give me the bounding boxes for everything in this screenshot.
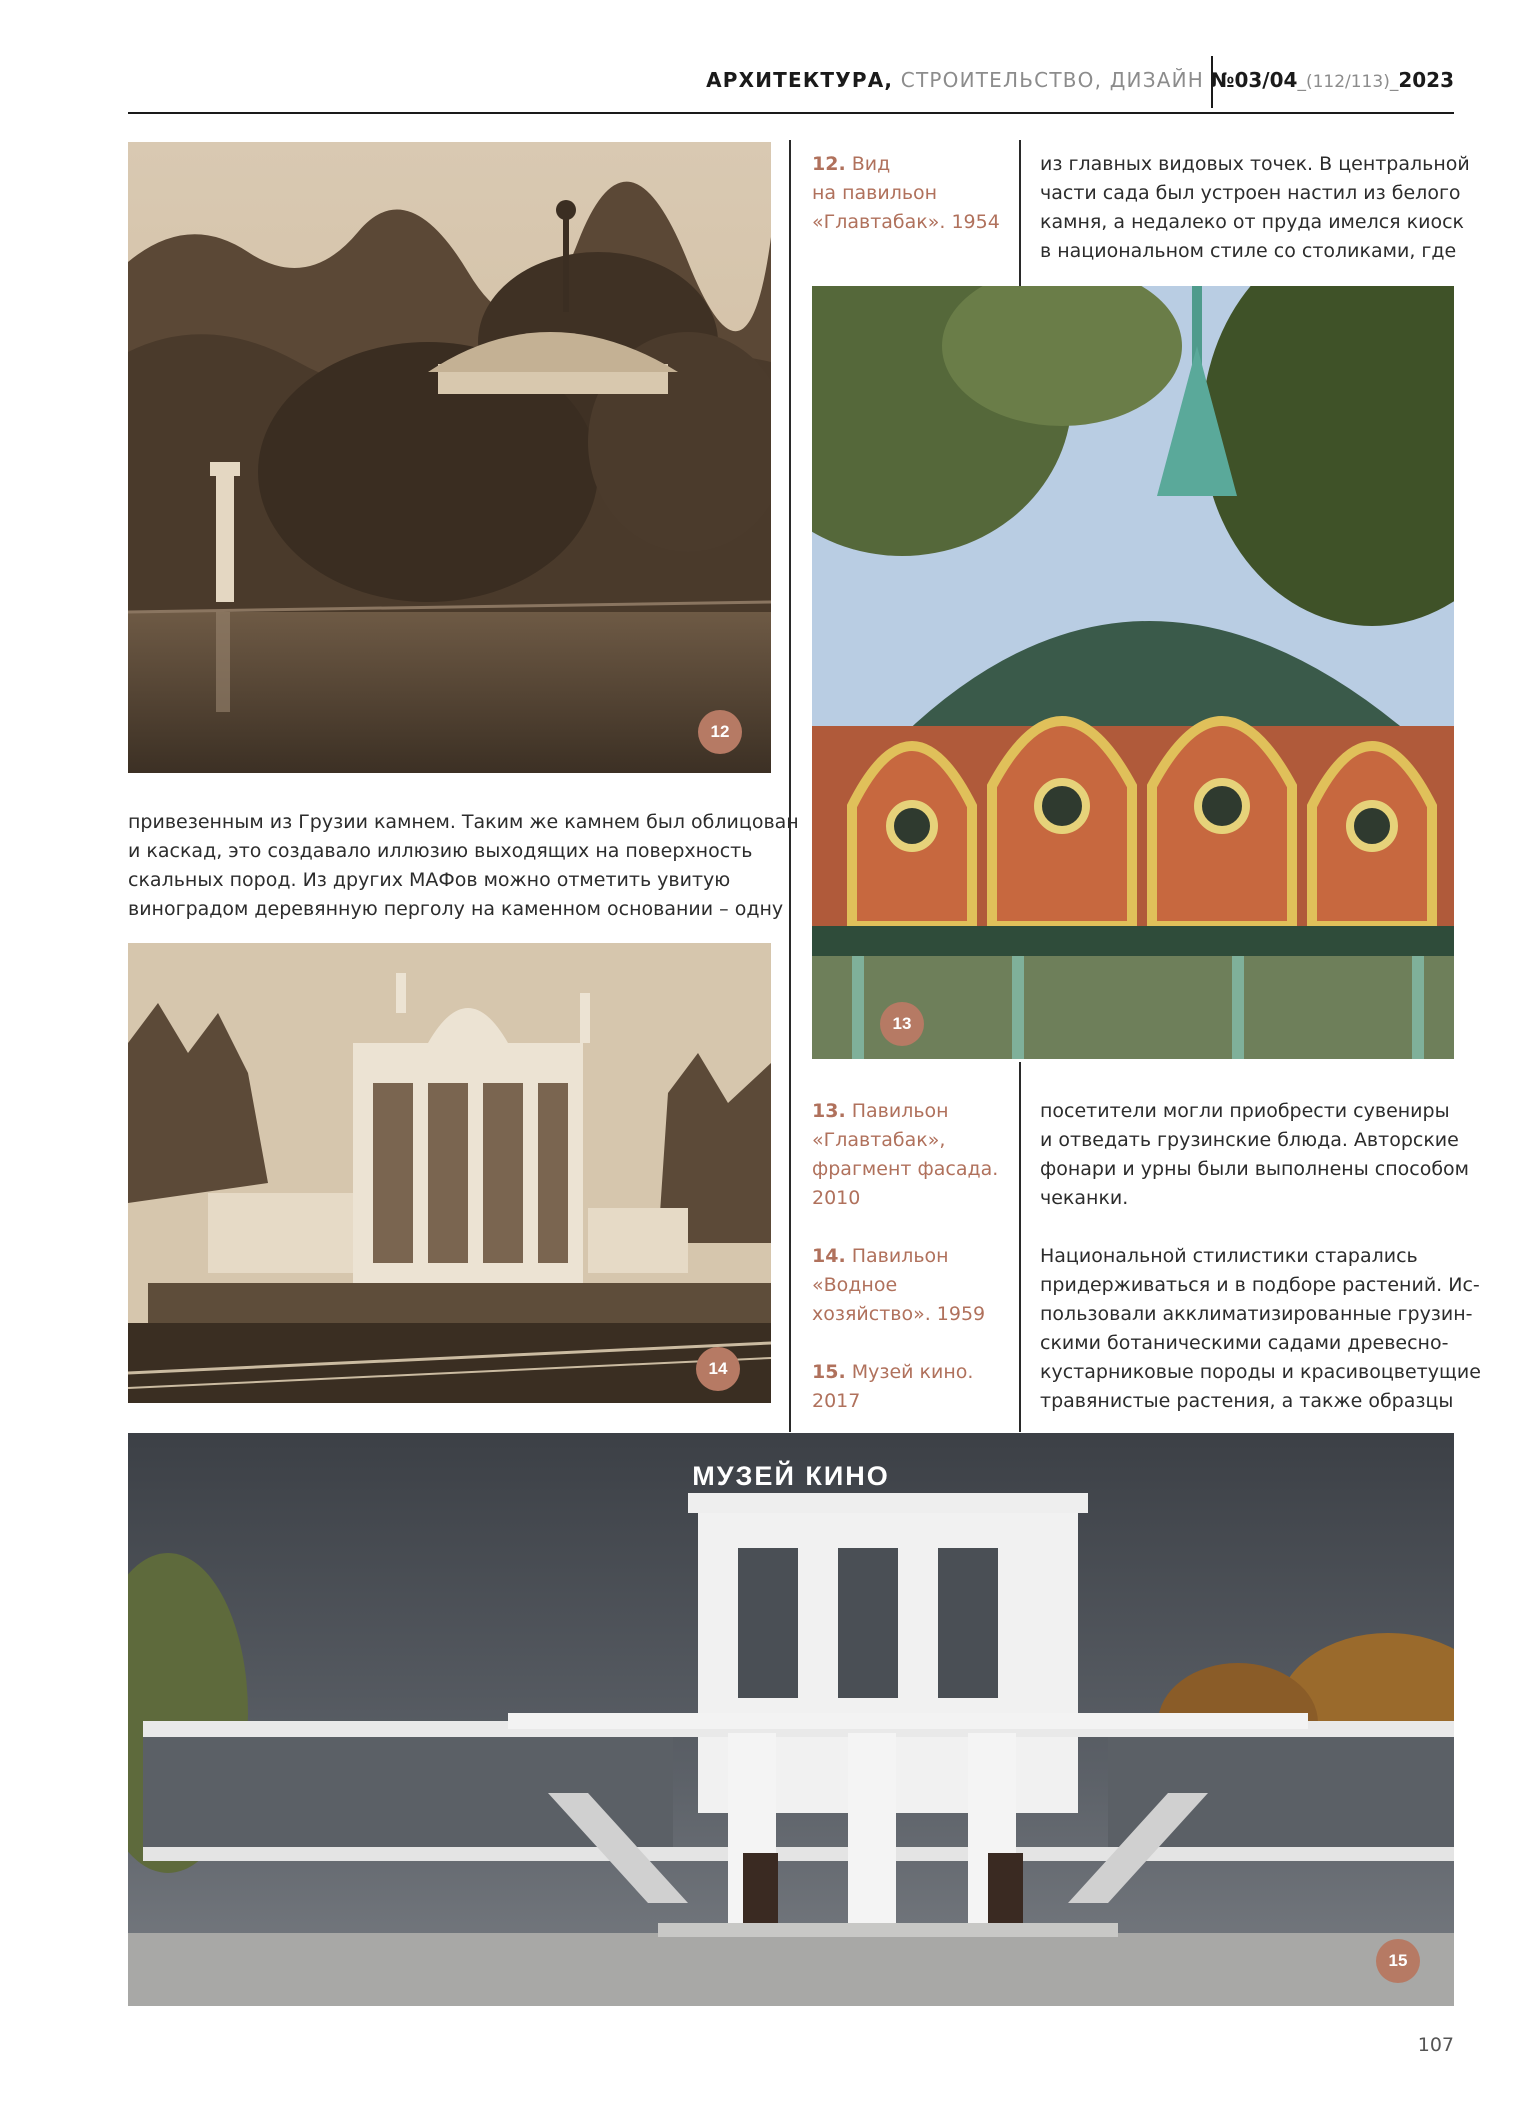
caption-13-line-1: Павильон <box>845 1100 949 1122</box>
issue-number <box>1210 68 1454 92</box>
caption-15-line-2: 2017 <box>812 1390 861 1412</box>
caption-14-number: 14. <box>812 1245 846 1267</box>
text-line: Национальной стилистики старались <box>1040 1245 1418 1267</box>
text-line: скими ботаническими садами древесно- <box>1040 1332 1449 1354</box>
column-rule-top <box>1019 140 1021 286</box>
caption-13-line-4: 2010 <box>812 1187 861 1209</box>
page-number: 107 <box>1417 2034 1454 2056</box>
text-line: посетители могли приобрести сувениры <box>1040 1100 1450 1122</box>
body-text-left-middle <box>128 808 799 924</box>
caption-14-line-3: хозяйство». 1959 <box>812 1303 986 1325</box>
caption-13-line-3: фрагмент фасада. <box>812 1158 999 1180</box>
text-line: скальных пород. Из других МАФов можно отметить увитую <box>128 869 731 891</box>
caption-14-line-1: Павильон <box>845 1245 949 1267</box>
photo-12-badge: 12 <box>698 710 742 754</box>
text-line: части сада был устроен настил из белого <box>1040 182 1461 204</box>
photo-15-muzey-kino-2017 <box>128 1433 1454 2006</box>
text-line: и отведать грузинские блюда. Авторские <box>1040 1129 1459 1151</box>
caption-13 <box>812 1097 1002 1213</box>
photo-14-vodnoe-khozyaystvo-1959 <box>128 943 771 1403</box>
journal-section-title <box>706 68 1204 92</box>
issue-year: 2023 <box>1398 68 1454 92</box>
header-rule <box>128 112 1454 114</box>
body-text-right-top <box>1040 150 1470 266</box>
text-line: пользовали акклиматизированные грузин- <box>1040 1303 1473 1325</box>
text-line: камня, а недалеко от пруда имелся киоск <box>1040 211 1465 233</box>
caption-12-line-2: на павильон <box>812 182 938 204</box>
text-line: виноградом деревянную перголу на каменном основании – одну <box>128 898 784 920</box>
text-line: из главных видовых точек. В центральной <box>1040 153 1470 175</box>
text-line: в национальном стиле со столиками, где <box>1040 240 1457 262</box>
text-line: придерживаться и в подборе растений. Ис- <box>1040 1274 1480 1296</box>
caption-13-line-2: «Главтабак», <box>812 1129 946 1151</box>
caption-12-line-3: «Главтабак». 1954 <box>812 211 1000 233</box>
caption-12-line-1: Вид <box>845 153 891 175</box>
caption-15-line-1: Музей кино. <box>845 1361 974 1383</box>
issue-sub: _(112/113)_ <box>1297 72 1399 92</box>
text-line: привезенным из Грузии камнем. Таким же камнем был облицован <box>128 811 799 833</box>
paragraph-gap <box>1040 1213 1481 1242</box>
photo-12-glavtabak-1954 <box>128 142 771 773</box>
caption-14 <box>812 1242 1002 1329</box>
text-line: чеканки. <box>1040 1187 1129 1209</box>
photo-15-badge: 15 <box>1376 1939 1420 1983</box>
caption-13-number: 13. <box>812 1100 846 1122</box>
photo-14-image <box>128 943 771 1403</box>
text-line: кустарниковые породы и красивоцветущие <box>1040 1361 1481 1383</box>
photo-15-image <box>128 1433 1454 2006</box>
text-line: и каскад, это создавало иллюзию выходящих на поверхность <box>128 840 753 862</box>
captions-13-15 <box>812 1097 1002 1445</box>
text-line: фонари и урны были выполнены способом <box>1040 1158 1469 1180</box>
photo-13-badge: 13 <box>880 1002 924 1046</box>
column-rule-bottom <box>1019 1062 1021 1432</box>
column-rule-left <box>789 140 791 1432</box>
caption-12-number: 12. <box>812 153 846 175</box>
section-bold: АРХИТЕКТУРА, <box>706 68 894 92</box>
museum-sign: МУЗЕЙ КИНО <box>692 1461 890 1491</box>
photo-14-badge: 14 <box>696 1347 740 1391</box>
caption-15 <box>812 1358 1002 1416</box>
photo-13-image <box>812 286 1454 1059</box>
caption-15-number: 15. <box>812 1361 846 1383</box>
body-text-right-bottom <box>1040 1097 1481 1416</box>
caption-12 <box>812 150 1002 237</box>
caption-14-line-2: «Водное <box>812 1274 898 1296</box>
issue-main: №03/04 <box>1210 68 1298 92</box>
photo-12-image <box>128 142 771 773</box>
photo-13-glavtabak-facade <box>812 286 1454 1059</box>
section-light: СТРОИТЕЛЬСТВО, ДИЗАЙН <box>893 68 1204 92</box>
text-line: травянистые растения, а также образцы <box>1040 1390 1454 1412</box>
page-header <box>128 64 1454 116</box>
